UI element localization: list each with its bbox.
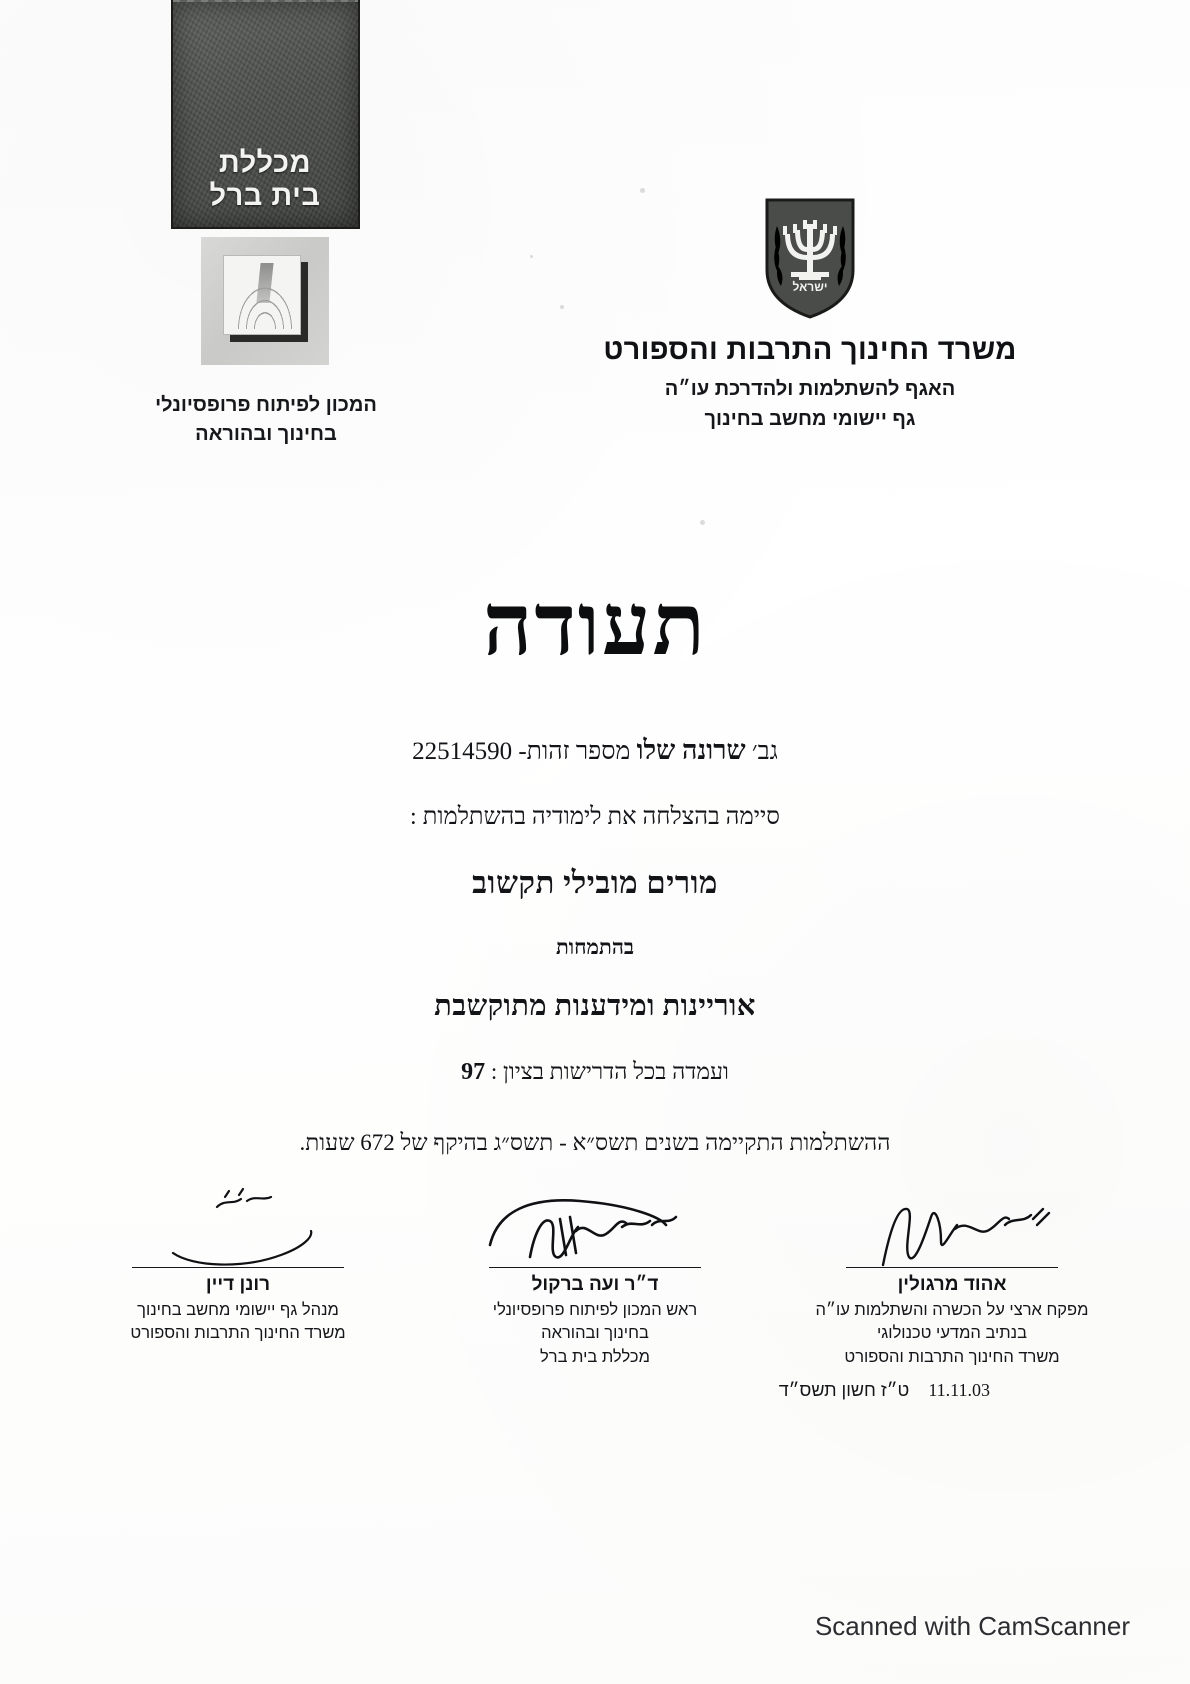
scan-speck	[700, 520, 705, 525]
handwritten-signature	[88, 1195, 388, 1267]
duration-line: ההשתלמות התקיימה בשנים תשס״א - תשס״ג בהיקף של 672 שעות.	[299, 1130, 891, 1155]
signature-block-dayan	[88, 1195, 388, 1346]
recipient-prefix: גב׳	[751, 738, 778, 765]
college-logo-line1: מכללת	[218, 146, 312, 179]
college-logo-line2: בית ברל	[209, 179, 321, 212]
signature-block-margolin	[802, 1195, 1102, 1369]
certificate-date	[779, 1380, 990, 1401]
ministry-block	[580, 196, 1040, 431]
signatory-name: אהוד מרגולין	[897, 1274, 1007, 1295]
grade-value: 97	[461, 1059, 486, 1085]
college-caption-line1: המכון לפיתוח פרופסיונלי	[155, 394, 377, 416]
signatory-role: מנהל גף יישומי מחשב בחינוך משרד החינוך התרבות והספורט	[130, 1301, 346, 1343]
ministry-title: משרד החינוך התרבות והספורט	[603, 334, 1017, 366]
ministry-department: האגף להשתלמות ולהדרכת עו״ה	[664, 378, 956, 400]
israel-state-emblem-icon	[761, 196, 859, 320]
id-number: 22514590	[412, 738, 513, 765]
grade-label: ועמדה בכל הדרישות בציון :	[490, 1059, 729, 1084]
recipient-line	[0, 735, 1190, 766]
scan-speck	[560, 305, 564, 309]
signature-row	[88, 1195, 1102, 1369]
handwritten-signature	[802, 1195, 1102, 1267]
scan-speck	[530, 255, 533, 258]
grade-line	[0, 1059, 1190, 1086]
handwritten-signature	[445, 1195, 745, 1267]
completion-statement: סיימה בהצלחה את לימודיה בהשתלמות :	[410, 804, 780, 830]
signatory-name: רונן דיין	[205, 1274, 271, 1295]
certificate-body	[0, 735, 1190, 1156]
specialization-name: אוריינות ומידענות מתוקשבת	[434, 990, 756, 1022]
date-hebrew: ט״ז חשון תשס״ד	[778, 1380, 910, 1400]
camscanner-watermark: Scanned with CamScanner	[814, 1611, 1130, 1641]
signatory-role: ראש המכון לפיתוח פרופסיונלי בחינוך ובהוראה מכללת בית ברל	[492, 1301, 698, 1366]
course-name: מורים מובילי תקשוב	[472, 865, 718, 900]
signatory-name: ד״ר ועה ברקול	[531, 1274, 659, 1295]
specialization-label: בהתמחות	[555, 935, 635, 959]
college-wordmark-text	[173, 147, 358, 213]
signatory-role: מפקח ארצי על הכשרה והשתלמות עו״ה בנתיב המדעי טכנולוגי משרד החינוך התרבות והספורט	[815, 1301, 1089, 1366]
signature-block-barkol	[445, 1195, 745, 1369]
college-caption	[116, 391, 416, 449]
svg-text:ישראל: ישראל	[792, 280, 828, 294]
recipient-name: שרונה שלו	[636, 735, 746, 765]
scan-speck	[640, 188, 645, 193]
certificate-title: תעודה	[483, 577, 707, 673]
date-gregorian: 11.11.03	[928, 1380, 990, 1400]
ministry-branch: גף יישומי מחשב בחינוך	[704, 408, 916, 430]
id-label: מספר זהות-	[518, 738, 631, 765]
college-caption-line2: בחינוך ובהוראה	[195, 423, 337, 445]
college-wordmark	[171, 0, 360, 229]
beit-berl-emblem-icon	[201, 237, 329, 365]
college-logo	[150, 0, 380, 449]
